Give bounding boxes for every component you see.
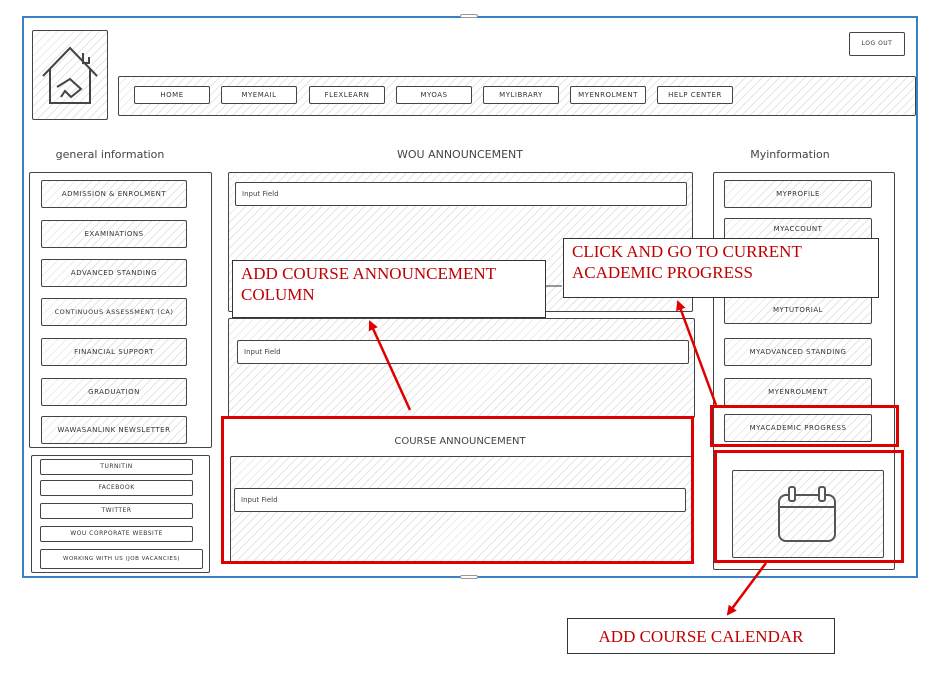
menu-myprofile[interactable]: MYPROFILE [724,180,872,208]
menu-graduation[interactable]: GRADUATION [41,378,187,406]
arrow-course-announcement [370,322,410,410]
menu-advanced-standing[interactable]: ADVANCED STANDING [41,259,187,287]
nav-help-center[interactable]: HELP CENTER [657,86,733,104]
menu-admission-enrolment[interactable]: ADMISSION & ENROLMENT [41,180,187,208]
menu-continuous-assessment[interactable]: CONTINUOUS ASSESSMENT (CA) [41,298,187,326]
link-turnitin[interactable]: TURNITIN [40,459,193,475]
wou-announcement-heading: WOU ANNOUNCEMENT [396,148,524,161]
menu-myenrolment[interactable]: MYENROLMENT [724,378,872,406]
nav-flexlearn[interactable]: FLEXLEARN [309,86,385,104]
link-facebook[interactable]: FACEBOOK [40,480,193,496]
menu-myaccount[interactable]: MYACCOUNT [724,218,872,240]
myinformation-heading: Myinformation [750,148,830,161]
link-twitter[interactable]: TWITTER [40,503,193,519]
menu-financial-support[interactable]: FINANCIAL SUPPORT [41,338,187,366]
nav-mylibrary[interactable]: MYLIBRARY [483,86,559,104]
menu-myadvanced-standing[interactable]: MYADVANCED STANDING [724,338,872,366]
link-wou-corporate-website[interactable]: WOU CORPORATE WEBSITE [40,526,193,542]
announcement-input-2[interactable]: Input Field [237,340,689,364]
general-information-heading: general information [55,148,165,161]
course-announcement-heading: COURSE ANNOUNCEMENT [394,436,526,447]
course-announcement-input[interactable]: Input Field [234,488,686,512]
logout-button[interactable]: LOG OUT [849,32,905,56]
nav-home[interactable]: HOME [134,86,210,104]
note-add-course-calendar: ADD COURSE CALENDAR [567,618,835,654]
arrow-course-calendar [728,563,766,614]
nav-myoas[interactable]: MYOAS [396,86,472,104]
menu-myacademic-progress[interactable]: MYACADEMIC PROGRESS [724,414,872,442]
nav-myemail[interactable]: MYEMAIL [221,86,297,104]
wou-announcement-input[interactable]: Input Field [235,182,687,206]
arrow-academic-progress [678,302,716,405]
link-working-with-us[interactable]: WORKING WITH US (JOB VACANCIES) [40,549,203,569]
menu-mytutorial[interactable]: MYTUTORIAL [724,296,872,324]
menu-wawasanlink-newsletter[interactable]: WAWASANLINK NEWSLETTER [41,416,187,444]
note-add-course-announcement: ADD COURSE ANNOUNCEMENT COLUMN [232,260,546,318]
menu-examinations[interactable]: EXAMINATIONS [41,220,187,248]
note-academic-progress: CLICK AND GO TO CURRENT ACADEMIC PROGRESS [563,238,879,298]
nav-myenrolment[interactable]: MYENROLMENT [570,86,646,104]
